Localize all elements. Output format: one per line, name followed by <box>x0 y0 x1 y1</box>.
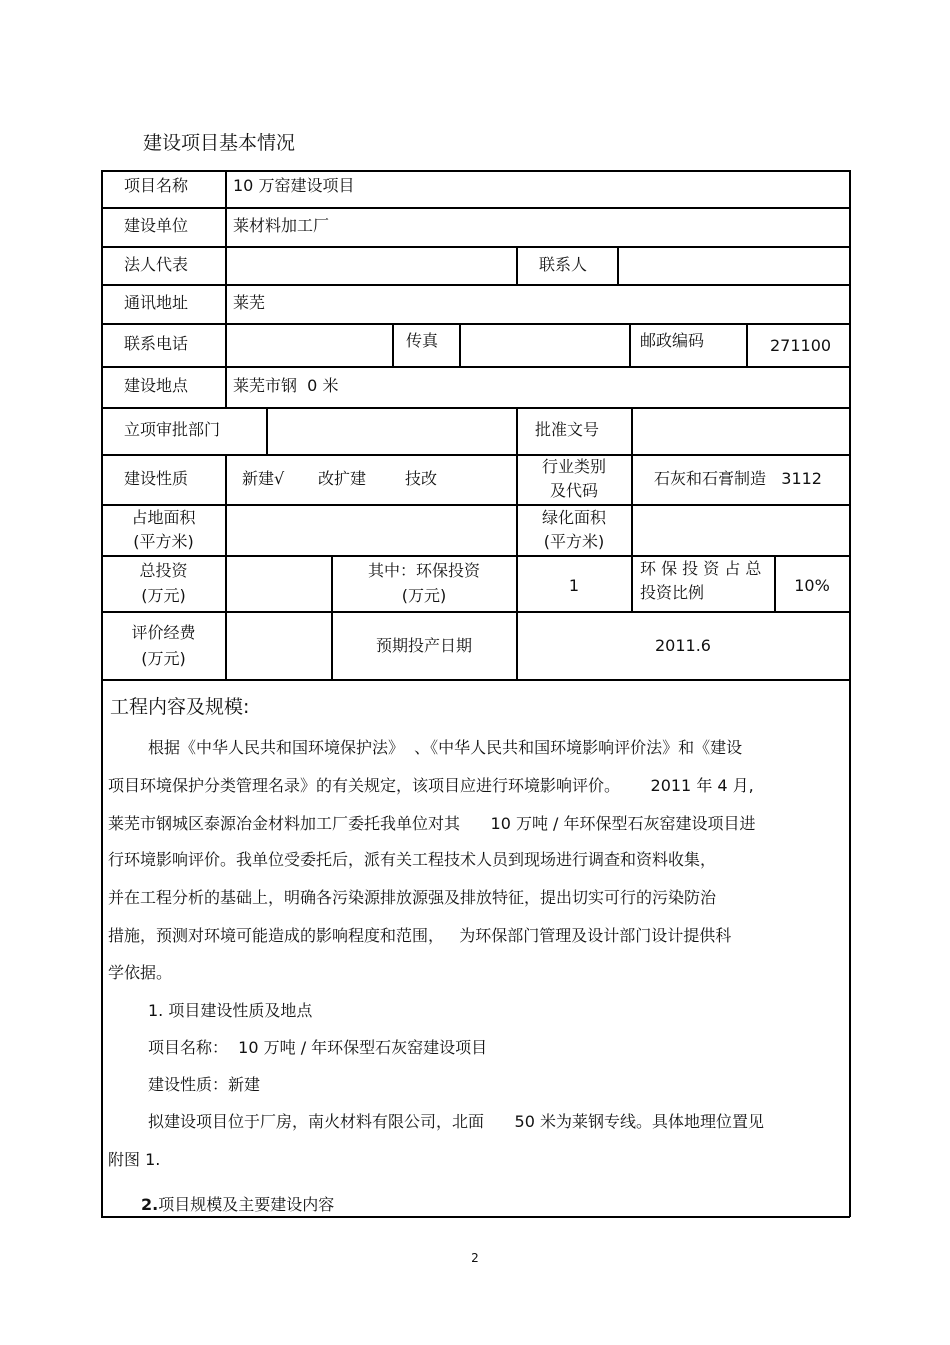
env-ratio-label: 环 保 投 资 占 总 <box>640 559 762 578</box>
total-invest-label: 总投资 <box>139 561 188 580</box>
approval-dept-label: 立项审批部门 <box>124 420 221 439</box>
row-divider <box>101 454 850 456</box>
row-divider <box>101 246 850 248</box>
col-divider <box>631 555 633 611</box>
row-divider <box>101 679 850 681</box>
phone-label: 联系电话 <box>124 334 189 353</box>
nature-line: 建设性质：新建 <box>148 1075 261 1094</box>
total-invest-label: (万元) <box>141 586 186 605</box>
project-name-label: 项目名称 <box>124 176 189 195</box>
env-ratio-label: 投资比例 <box>640 583 705 602</box>
row-divider <box>101 407 850 409</box>
env-invest-value: 1 <box>568 576 580 595</box>
body-line: 措施，预测对环境可能造成的影响程度和范围， 为环保部门管理及设计部门设计提供科 <box>108 926 732 945</box>
body-line: 学依据。 <box>108 963 173 982</box>
body-line: 项目环境保护分类管理名录》的有关规定，该项目应进行环境影响评价。 2011 年 4 月, <box>108 776 754 795</box>
section-heading: 工程内容及规模: <box>110 696 250 718</box>
subheading-2 <box>141 1193 861 1217</box>
approval-no-label: 批准文号 <box>535 420 600 439</box>
industry-label: 及代码 <box>549 481 598 500</box>
production-date-value: 2011.6 <box>655 636 711 655</box>
page-number: 2 <box>471 1251 479 1265</box>
production-date-label: 预期投产日期 <box>375 636 472 655</box>
table-border <box>101 170 850 172</box>
land-area-label: 占地面积 <box>131 508 196 527</box>
legal-rep-label: 法人代表 <box>124 255 189 274</box>
builder-label: 建设单位 <box>124 216 189 235</box>
row-divider <box>101 366 850 368</box>
nature-option-expand: 改扩建 <box>318 469 367 488</box>
row-divider <box>101 284 850 286</box>
industry-value: 石灰和石膏制造 3112 <box>654 469 822 488</box>
row-divider <box>101 323 850 325</box>
nature-label: 建设性质 <box>124 469 189 488</box>
col-divider <box>225 170 227 407</box>
col-divider <box>392 323 394 366</box>
col-divider <box>617 246 619 284</box>
row-divider <box>101 207 850 209</box>
fax-label: 传真 <box>406 331 439 350</box>
subheading-1: 1. 项目建设性质及地点 <box>148 1001 313 1020</box>
location-label: 建设地点 <box>124 376 189 395</box>
col-divider <box>629 323 631 366</box>
page-title: 建设项目基本情况 <box>143 132 296 154</box>
location-value: 莱芜市钢 0 米 <box>233 376 339 395</box>
body-line: 并在工程分析的基础上，明确各污染源排放源强及排放特征，提出切实可行的污染防治 <box>108 888 717 907</box>
contact-label: 联系人 <box>539 255 588 274</box>
postal-code-value: 271100 <box>770 336 832 355</box>
col-divider <box>266 407 268 454</box>
col-divider <box>516 246 518 284</box>
builder-value: 莱材料加工厂 <box>233 216 330 235</box>
address-label: 通讯地址 <box>124 293 189 312</box>
green-area-label: (平方米) <box>543 532 605 551</box>
subheading-2-text: 项目规模及主要建设内容 <box>158 1195 335 1214</box>
env-invest-label: (万元) <box>401 586 447 605</box>
project-name-line: 项目名称： 10 万吨 / 年环保型石灰窑建设项目 <box>148 1038 488 1057</box>
postal-code-label: 邮政编码 <box>640 331 705 350</box>
project-name-value: 10 万窑建设项目 <box>233 176 355 195</box>
location-line: 附图 1. <box>108 1150 161 1169</box>
green-area-label: 绿化面积 <box>541 508 606 527</box>
location-line: 拟建设项目位于厂房，南火材料有限公司，北面 50 米为莱钢专线。具体地理位置见 <box>148 1112 764 1131</box>
eval-fee-label: (万元) <box>141 649 186 668</box>
row-divider <box>101 611 850 613</box>
table-border <box>101 170 103 1217</box>
col-divider <box>459 323 461 366</box>
nature-option-upgrade: 技改 <box>405 469 438 488</box>
subheading-2-number: 2. <box>141 1195 159 1214</box>
industry-label: 行业类别 <box>541 457 606 476</box>
body-line: 根据《中华人民共和国环境保护法》 、《中华人民共和国环境影响评价法》和《建设 <box>148 738 743 757</box>
col-divider <box>746 323 748 366</box>
eval-fee-label: 评价经费 <box>131 623 196 642</box>
land-area-label: (平方米) <box>133 532 194 551</box>
env-invest-label: 其中：环保投资 <box>367 561 480 580</box>
env-ratio-value: 10% <box>794 576 830 595</box>
address-value: 莱芜 <box>233 293 266 312</box>
col-divider <box>631 407 633 555</box>
nature-option-new: 新建√ <box>242 469 285 488</box>
body-line: 行环境影响评价。我单位受委托后，派有关工程技术人员到现场进行调查和资料收集， <box>108 850 717 869</box>
body-line: 莱芜市钢城区泰源冶金材料加工厂委托我单位对其 10 万吨 / 年环保型石灰窑建设项目进 <box>108 814 756 833</box>
col-divider <box>225 454 227 679</box>
